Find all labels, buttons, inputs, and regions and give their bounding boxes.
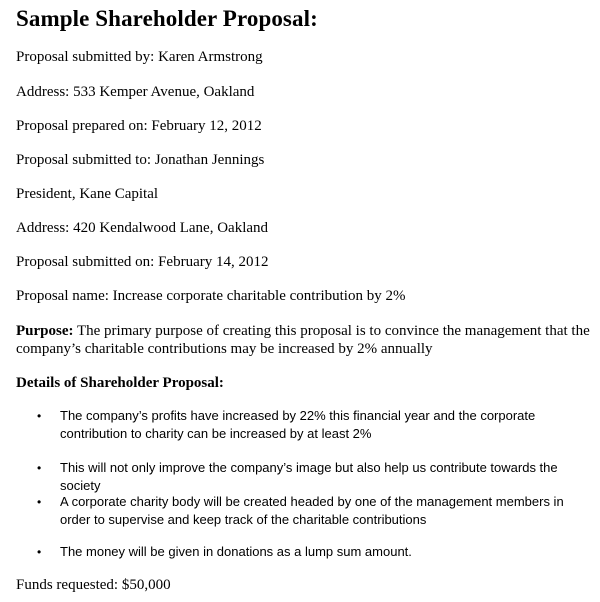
submitted-on-line: Proposal submitted on: February 14, 2012 bbox=[16, 254, 269, 270]
proposal-name-line: Proposal name: Increase corporate charitable contribution by 2% bbox=[16, 288, 406, 304]
list-item-text: This will not only improve the company’s image but also help us contribute towards the society bbox=[60, 460, 558, 493]
submitter-address-line: Address: 533 Kemper Avenue, Oakland bbox=[16, 84, 255, 100]
list-item-text: A corporate charity body will be created headed by one of the management members in order to supervise and keep track of the charitable contributions bbox=[60, 494, 564, 527]
bullet-icon: • bbox=[37, 545, 42, 559]
submitted-to-line: Proposal submitted to: Jonathan Jennings bbox=[16, 152, 265, 168]
list-item-text: The money will be given in donations as a lump sum amount. bbox=[60, 544, 412, 559]
bullet-icon: • bbox=[37, 461, 42, 475]
submitted-by-line: Proposal submitted by: Karen Armstrong bbox=[16, 49, 263, 65]
recipient-title-line: President, Kane Capital bbox=[16, 186, 159, 202]
recipient-address-line: Address: 420 Kendalwood Lane, Oakland bbox=[16, 220, 269, 236]
purpose-label: Purpose: bbox=[16, 323, 74, 339]
details-heading: Details of Shareholder Proposal: bbox=[16, 375, 224, 391]
purpose-text: The primary purpose of creating this proposal is to convince the management that the company’s charitable contributions may be increased by 2% annually bbox=[16, 323, 590, 357]
bullet-icon: • bbox=[37, 495, 42, 509]
funds-requested: Funds requested: $50,000 bbox=[16, 577, 171, 593]
document-title: Sample Shareholder Proposal: bbox=[16, 6, 318, 31]
list-item-text: The company’s profits have increased by 22% this financial year and the corporate contribution to charity can be increased by at least 2% bbox=[60, 408, 536, 441]
prepared-on-line: Proposal prepared on: February 12, 2012 bbox=[16, 118, 262, 134]
bullet-icon: • bbox=[37, 409, 42, 423]
purpose-paragraph bbox=[16, 322, 594, 358]
